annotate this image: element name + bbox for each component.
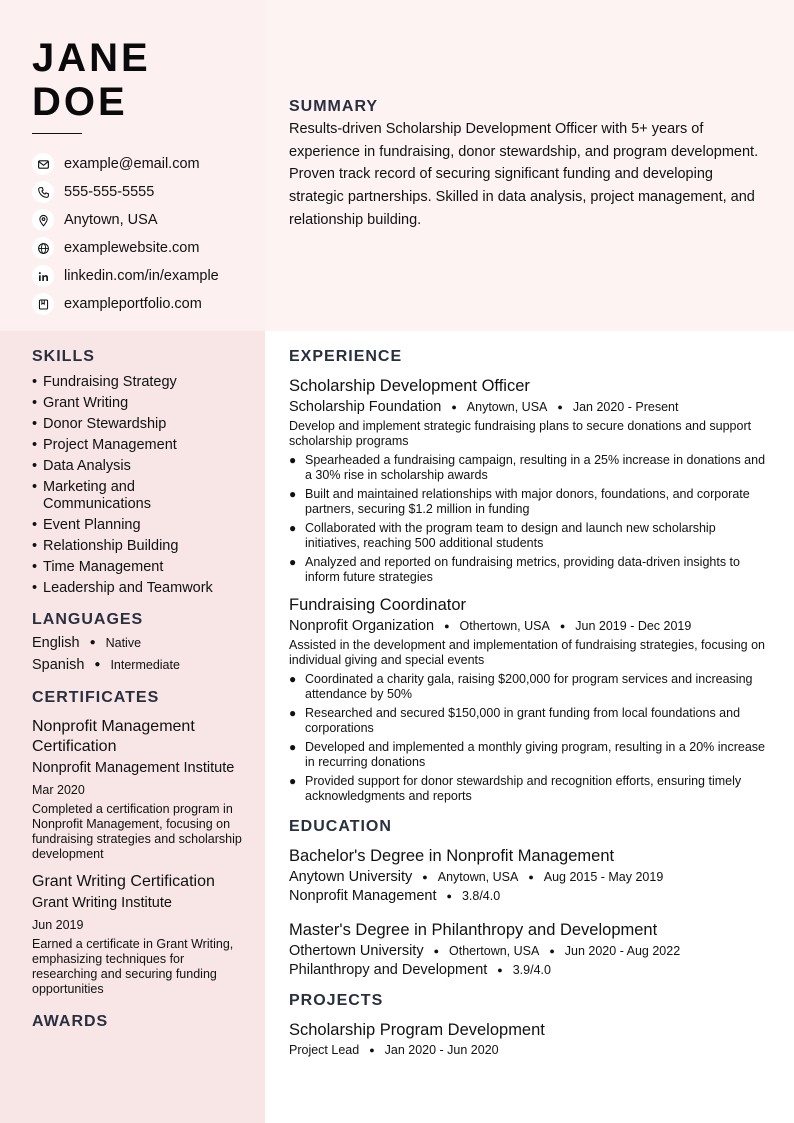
list-item: ● Provided support for donor stewardship and recognition efforts, ensuring timely acknowledgments and reports (289, 774, 742, 803)
degree-title: Bachelor's Degree in Nonprofit Management (289, 847, 615, 865)
certificates-title: CERTIFICATES (32, 689, 160, 706)
education-item (289, 846, 771, 904)
certificate-org: Grant Writing Institute (32, 895, 172, 911)
job-org: Nonprofit Organization (289, 618, 435, 634)
job-org: Scholarship Foundation (289, 399, 442, 415)
gpa: 3.8/4.0 (461, 889, 501, 903)
first-name: JANE (32, 36, 151, 80)
job-title: Fundraising Coordinator (289, 596, 467, 614)
education-meta: Anytown University ● Anytown, USA ● Aug 2015 - May 2019 (289, 869, 664, 885)
certificate-date: Jun 2019 (32, 918, 84, 932)
certificate-item (32, 717, 247, 862)
language-name: English (32, 634, 80, 651)
job-bullets (289, 453, 771, 585)
school-name: Othertown University (289, 943, 424, 959)
list-item: • Grant Writing (32, 395, 129, 411)
project-dates: Jan 2020 - Jun 2020 (384, 1043, 499, 1057)
globe-icon (32, 237, 54, 259)
job-title: Scholarship Development Officer (289, 377, 530, 395)
list-item: • Event Planning (32, 517, 141, 533)
job-meta: Nonprofit Organization ● Othertown, USA ● Jun 2019 - Dec 2019 (289, 618, 692, 634)
experience-title: EXPERIENCE (289, 348, 403, 365)
list-item: ● Spearheaded a fundraising campaign, resulting in a 25% increase in donations and a 30% rise in scholarship awards (289, 453, 766, 482)
list-item: • Leadership and Teamwork (32, 580, 213, 596)
project-name: Scholarship Program Development (289, 1021, 545, 1039)
contact-phone-text: 555-555-5555 (64, 184, 155, 200)
contact-portfolio-text: exampleportfolio.com (64, 296, 202, 312)
project-role: Project Lead (289, 1043, 360, 1057)
job-location: Anytown, USA (466, 400, 548, 414)
projects-title: PROJECTS (289, 992, 384, 1009)
education-field-row: Philanthropy and Development ● 3.9/4.0 (289, 962, 551, 978)
job-item (289, 376, 771, 585)
contact-location (32, 206, 262, 234)
list-item: ● Collaborated with the program team to design and launch new scholarship initiatives, reaching 500 additional students (289, 521, 716, 550)
education-field-row: Nonprofit Management ● 3.8/4.0 (289, 888, 501, 904)
right-column (289, 348, 771, 1057)
list-item: ● Researched and secured $150,000 in grant funding from local foundations and corporations (289, 706, 741, 735)
languages-title: LANGUAGES (32, 611, 144, 628)
contact-linkedin[interactable] (32, 262, 262, 290)
certificate-name: Grant Writing Certification (32, 873, 215, 890)
summary-text: Results-driven Scholarship Development Officer with 5+ years of experience in fundraising, donor stewardship, and program development. Proven track record of securing significant funding and developing strategic partnerships. Skilled in data analysis, project management, and relationship building. (289, 121, 759, 228)
language-level: Intermediate (110, 657, 180, 672)
job-desc: Develop and implement strategic fundraising plans to secure donations and support scholarship programs (289, 419, 752, 448)
certificate-date: Mar 2020 (32, 783, 85, 797)
degree-title: Master's Degree in Philanthropy and Development (289, 921, 658, 939)
job-desc: Assisted in the development and implementation of fundraising strategies, focusing on individual giving and special events (289, 638, 765, 667)
name-divider (32, 133, 82, 134)
certificate-desc: Earned a certificate in Grant Writing, emphasizing techniques for researching and securing funding opportunities (32, 937, 234, 996)
project-meta: Project Lead ● Jan 2020 - Jun 2020 (289, 1043, 499, 1057)
list-item: ● Developed and implemented a monthly giving program, resulting in a 20% increase in recurring donations (289, 740, 765, 769)
education-meta: Othertown University ● Othertown, USA ● Jun 2020 - Aug 2022 (289, 943, 681, 959)
contact-linkedin-text: linkedin.com/in/example (64, 268, 219, 284)
language-item: English ● Native (32, 634, 142, 651)
school-name: Anytown University (289, 869, 413, 885)
certificate-name: Nonprofit Management Certification (32, 718, 195, 755)
gpa: 3.9/4.0 (512, 963, 551, 977)
list-item: • Marketing and Communications (32, 479, 151, 512)
list-item: ● Analyzed and reported on fundraising metrics, providing data-driven insights to inform future strategies (289, 555, 740, 584)
school-dates: Jun 2020 - Aug 2022 (564, 944, 681, 958)
awards-title: AWARDS (32, 1013, 109, 1030)
contact-portfolio[interactable] (32, 290, 262, 318)
job-meta: Scholarship Foundation ● Anytown, USA ● Jan 2020 - Present (289, 399, 679, 415)
summary-title: SUMMARY (289, 98, 379, 115)
project-item (289, 1020, 771, 1057)
email-icon (32, 153, 54, 175)
job-bullets (289, 672, 771, 804)
list-item: • Relationship Building (32, 538, 179, 554)
contact-phone[interactable] (32, 178, 262, 206)
language-level: Native (105, 635, 142, 650)
school-dates: Aug 2015 - May 2019 (543, 870, 664, 884)
last-name: DOE (32, 80, 128, 124)
location-pin-icon (32, 209, 54, 231)
list-item: • Data Analysis (32, 458, 131, 474)
list-item: ● Coordinated a charity gala, raising $200,000 for program services and increasing attendance by 50% (289, 672, 753, 701)
school-location: Anytown, USA (437, 870, 519, 884)
contact-email-text: example@email.com (64, 156, 200, 172)
list-item: • Fundraising Strategy (32, 374, 177, 390)
contact-location-text: Anytown, USA (64, 212, 158, 228)
phone-icon (32, 181, 54, 203)
field-of-study: Philanthropy and Development (289, 962, 488, 978)
portfolio-icon (32, 293, 54, 315)
education-item (289, 920, 771, 978)
candidate-name (32, 36, 151, 124)
skills-title: SKILLS (32, 348, 95, 365)
contact-website[interactable] (32, 234, 262, 262)
job-location: Othertown, USA (459, 619, 550, 633)
certificate-desc: Completed a certification program in Nonprofit Management, focusing on fundraising strategies and scholarship development (32, 802, 242, 861)
job-dates: Jan 2020 - Present (572, 400, 679, 414)
linkedin-icon (32, 265, 54, 287)
job-dates: Jun 2019 - Dec 2019 (575, 619, 692, 633)
left-column (32, 348, 247, 1031)
language-item: Spanish ● Intermediate (32, 656, 180, 673)
list-item: ● Built and maintained relationships with major donors, foundations, and corporate partners, securing $1.2 million in funding (289, 487, 750, 516)
field-of-study: Nonprofit Management (289, 888, 437, 904)
certificate-org: Nonprofit Management Institute (32, 760, 235, 776)
contact-email[interactable] (32, 150, 262, 178)
language-name: Spanish (32, 656, 85, 673)
list-item: • Donor Stewardship (32, 416, 167, 432)
contact-list (32, 150, 262, 318)
school-location: Othertown, USA (449, 944, 540, 958)
summary-section (289, 98, 769, 232)
skills-list (32, 374, 247, 597)
list-item: • Time Management (32, 559, 164, 575)
education-title: EDUCATION (289, 818, 392, 835)
job-item (289, 595, 771, 804)
list-item: • Project Management (32, 437, 177, 453)
certificate-item (32, 872, 247, 997)
contact-website-text: examplewebsite.com (64, 240, 200, 256)
